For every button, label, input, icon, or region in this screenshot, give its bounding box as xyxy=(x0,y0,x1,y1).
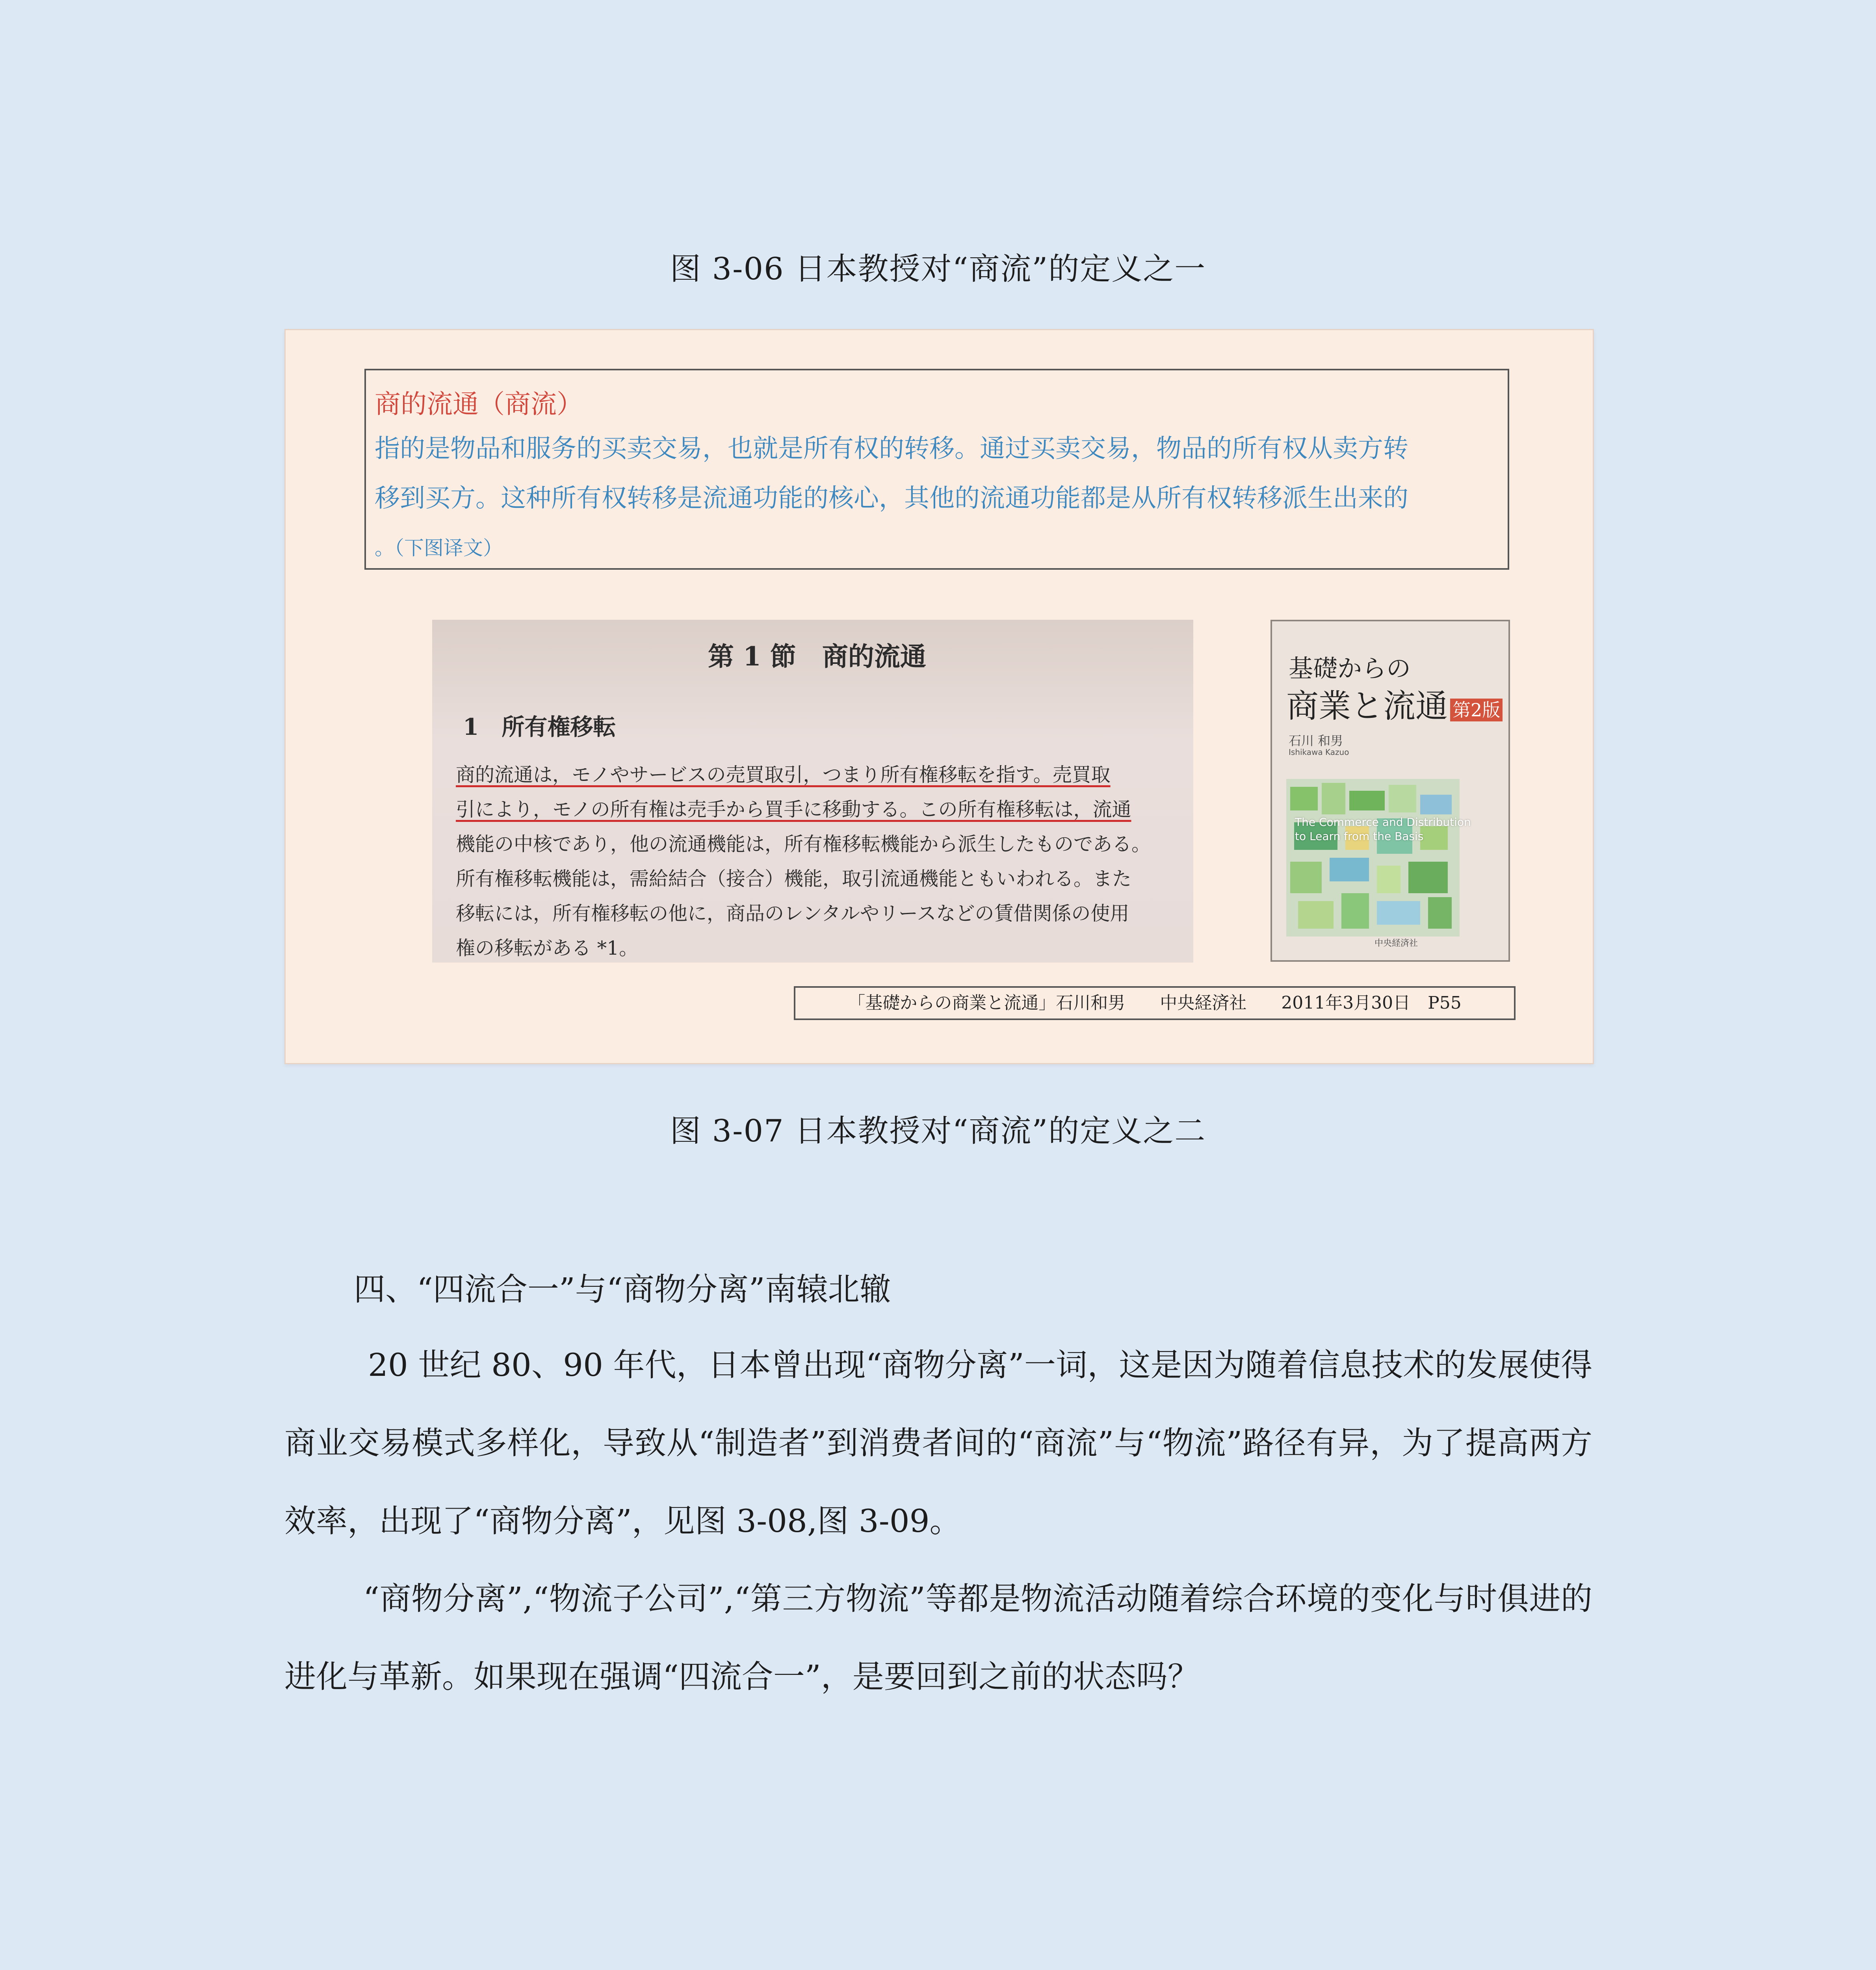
definition-text xyxy=(375,424,1499,573)
book-cover-title: 商業と流通 xyxy=(1286,688,1448,725)
definition-box xyxy=(364,369,1509,570)
book-line: 所有権移転機能は，需給結合（接合）機能，取引流通機能ともいわれる。また xyxy=(456,868,1132,890)
book-cover-title-line1: 基礎からの xyxy=(1289,654,1411,683)
figure-caption-3-06: 图 3-06 日本教授对“商流”的定义之一 xyxy=(670,251,1206,287)
book-cover-author: 石川 和男 xyxy=(1289,733,1343,748)
definition-line: 指的是物品和服务的买卖交易，也就是所有权的转移。通过买卖交易，物品的所有权从卖方转 xyxy=(375,434,1408,463)
book-cover-english-line: The Commerce and Distribution xyxy=(1295,816,1471,829)
book-cover-author-en: Ishikawa Kazuo xyxy=(1289,747,1349,757)
book-cover-english-line: to Learn from the Basis xyxy=(1295,830,1424,843)
figure-3-07 xyxy=(284,329,1594,1064)
book-section-title: 第 1 節 商的流通 xyxy=(708,641,926,672)
book-text xyxy=(456,758,1177,963)
book-cover-publisher: 中央経済社 xyxy=(1374,939,1418,948)
book-line: 移転には，所有権移転の他に，商品のレンタルやリースなどの賃借関係の使用 xyxy=(456,902,1129,925)
definition-note: 。（下图译文） xyxy=(375,537,503,559)
book-cover-english-title xyxy=(1295,815,1471,844)
definition-line: 移到买方。这种所有权转移是流通功能的核心，其他的流通功能都是从所有权转移派生出来的 xyxy=(375,484,1408,513)
book-cover-title-line2 xyxy=(1286,680,1503,727)
book-line: 商的流通は，モノやサービスの売買取引，つまり所有権移転を指す。売買取 xyxy=(456,764,1111,786)
figure-caption-3-07: 图 3-07 日本教授对“商流”的定义之二 xyxy=(670,1113,1206,1149)
book-cover-mosaic-graphic xyxy=(1286,779,1460,937)
definition-title: 商的流通（商流） xyxy=(375,389,583,419)
book-line: 権の移転がある *1。 xyxy=(456,937,639,959)
body-paragraph: 20 世纪 80、90 年代，日本曾出现“商物分离”一词，这是因为随着信息技术的发展使得商业交易模式多样化，导致从“制造者”到消费者间的“商流”与“物流”路径有异，为了提高两方效率，出现了“商物分离”，见图 3-08,图 3-09。 xyxy=(284,1347,1592,1539)
book-line: 引により，モノの所有権は売手から買手に移動する。この所有権移転は，流通 xyxy=(456,798,1131,821)
source-citation: 「基礎からの商業と流通」石川和男 中央経済社 2011年3月30日 P55 xyxy=(794,986,1516,1020)
book-cover-photo xyxy=(1270,620,1510,962)
book-line: 機能の中核であり，他の流通機能は，所有権移転機能から派生したものである。 xyxy=(456,833,1151,855)
book-excerpt-photo xyxy=(432,620,1193,963)
book-heading: 1 所有権移転 xyxy=(463,714,616,740)
section-heading: 四、“四流合一”与“商物分离”南辕北辙 xyxy=(354,1271,891,1308)
body-paragraph: “商物分离”,“物流子公司”,“第三方物流”等都是物流活动随着综合环境的变化与时俱进的进化与革新。如果现在强调“四流合一”，是要回到之前的状态吗？ xyxy=(284,1580,1592,1695)
book-cover-edition-badge: 第2版 xyxy=(1450,699,1503,721)
